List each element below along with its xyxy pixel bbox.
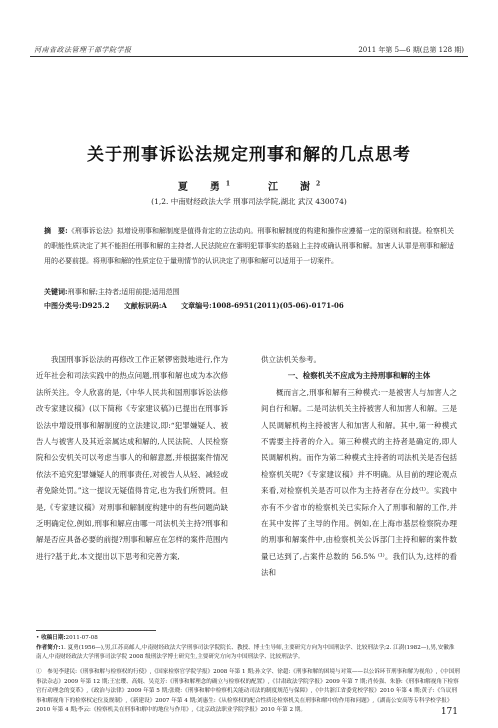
clc-label: 中图分类号:	[44, 301, 82, 310]
body-paragraph: 概而言之,刑事和解有三种模式:一是被害人与加害人之间自行和解。二是司法机关主持被害人和加害人和解。三是人民调解机构主持被害人和加害人和解。其中,第一种模式不需要主持者的介入。第三种模式的主持者是确定的,即人民调解机构。而作为第二种模式主持者的司法机关是否包括检察机关呢?《专家建议稿》并不明确。从目前的理论观点来看,对检察机关是否可以作为主持者存在分歧⁽¹⁾。实践中亦有不少省市的检察机关已实际介入了刑事和解的工作,并在其中发挥了主导的作用。例如,在上海市基层检察院办理的刑事和解案件中,由检察机关公诉部门主持和解的案件数量已达到了,占案件总数的 56.5% ⁽¹⁾。我们认为,这样的看法和	[261, 387, 457, 578]
keywords	[44, 285, 454, 299]
article-title: 关于刑事诉讼法规定刑事和解的几点思考	[87, 145, 411, 165]
author-bio: 作者简介:1. 夏勇(1956—),男,江苏高邮人,中南财经政法大学刑事司法学院院长、教授、博士生导师,主要研究方向为中国刑法学、比较刑法学;2. 江澍(1982—),男,安徽淮南人,中南财经政法大学刑事司法学院 2008 级刑法学博士研究生,主要研究方向为中国刑法学、比较刑法学。	[36, 644, 455, 660]
abstract	[44, 223, 454, 269]
running-header-issue: 2011 年第 5—6 期(总第 128 期)	[358, 46, 464, 54]
affiliation: (1,2. 中南财经政法大学 刑事司法学院,湖北 武汉 430074)	[151, 197, 347, 206]
doc-code-value: A	[161, 301, 167, 310]
page-number: 171	[440, 707, 458, 717]
header-rule	[30, 56, 468, 57]
body-paragraph: 我国刑事诉讼法的再修改工作正紧锣密鼓地进行,作为近年社会和司法实践中的热点问题,刑事和解也成为本次修法所关注。令人欣喜的是,《中华人民共和国刑事诉讼法修改专家建议稿》(以下简称《专家建议稿》)已提出在刑事诉讼法中增设刑事和解制度的立法建议,即:“犯罪嫌疑人、被告人与被害人及其近亲属达成和解的,人民法院、人民检察院和公安机关可以考虑当事人的和解意愿,并根据案件情况依法不追究犯罪嫌疑人的刑事责任,对被告人从轻、减轻或者免除处罚。”这一提议无疑值得肯定,也为我们所赞同。但是,《专家建议稿》对刑事和解制度构建中的有些问题尚缺乏明确定位,例如,刑事和解应由哪一司法机关主持?刑事和解是否应具备必要的前提?刑事和解应在怎样的案件范围内进行?基于此,本文提出以下思考和完善方案,	[36, 355, 228, 561]
received-date: • 收稿日期:2011-07-08	[36, 635, 98, 641]
keywords-label: 关键词:	[44, 287, 68, 296]
classification-line	[44, 299, 474, 313]
author-line	[0, 178, 498, 193]
doc-code-label: 文献标识码:	[123, 301, 162, 310]
running-header-journal: 河南省政法管理干部学院学报	[34, 46, 132, 54]
article-id-value: 1008-6951(2011)(05-06)-0171-06	[211, 301, 344, 310]
section-heading: 一、检察机关不应成为主持刑事和解的主体	[287, 371, 431, 381]
article-id-label: 文章编号:	[181, 301, 212, 310]
abstract-label: 摘 要:	[44, 226, 68, 235]
footnote-1: ① 参见李建民:《刑事和解与检察权的行使》,《国家检察官学院学报》2008 年第 1 期;孙文学、徐超:《刑事和解的困境与对策——以公诉环节刑事和解为视角》,《中国刑事法杂志》2009 年第 12 期;王宏璎、高焜、吴竞芳:《刑事和解理念的确立与检察权的配置》,《甘肃政法学院学报》2009 年第 7 期;肖传强、朱静:《刑事和解视角下检察官行动理念的变革》,《政治与法律》2009 年第 5 期;张晓:《刑事和解中检察机关能动司法的制度规范与保障》,《中共浙江省委党校学报》2010 年第 4 期;黄子:《刍议刑事和解视角下的检察权定位及规制》,《新建设》2007 年第 4 期;刘惠生:《从检察权的配合性质论检察机关在刑事和解中的作用和问题》,《湖南公安高等专科学校学报》2010 年第 4 期;李云:《检察机关在刑事和解中的地位与作用》,《北京政法职业学院学报》2010 年第 2 期。	[36, 669, 460, 713]
body-column-left	[36, 352, 228, 565]
body-column-right	[261, 352, 457, 582]
footnote-article-info	[36, 634, 460, 663]
keywords-text: 刑事和解;主持者;适用前提;适用范围	[67, 288, 180, 296]
author-1: 夏 勇	[177, 182, 226, 193]
author-2-affil-mark: 2	[315, 180, 321, 188]
author-2: 江 澍	[267, 182, 316, 193]
author-1-affil-mark: 1	[225, 180, 231, 188]
footnote-rule	[36, 630, 156, 631]
body-paragraph-continued: 供立法机关参考。	[261, 355, 321, 364]
clc-value: D925.2	[81, 301, 110, 310]
abstract-text: 《刑事诉讼法》拟增设刑事和解制度是值得肯定的立法动向。刑事和解制度的构建和操作应遵循一定的原则和前提。检察机关的职能性质决定了其不能担任刑事和解的主持者,人民法院应在審明犯罪事实的基础上主持或确认刑事和解。加害人认罪是刑事和解适用的必要前提。将刑事和解的性质定位于量刑情节的认识决定了刑事和解可以适用于一切案件。	[44, 227, 455, 265]
